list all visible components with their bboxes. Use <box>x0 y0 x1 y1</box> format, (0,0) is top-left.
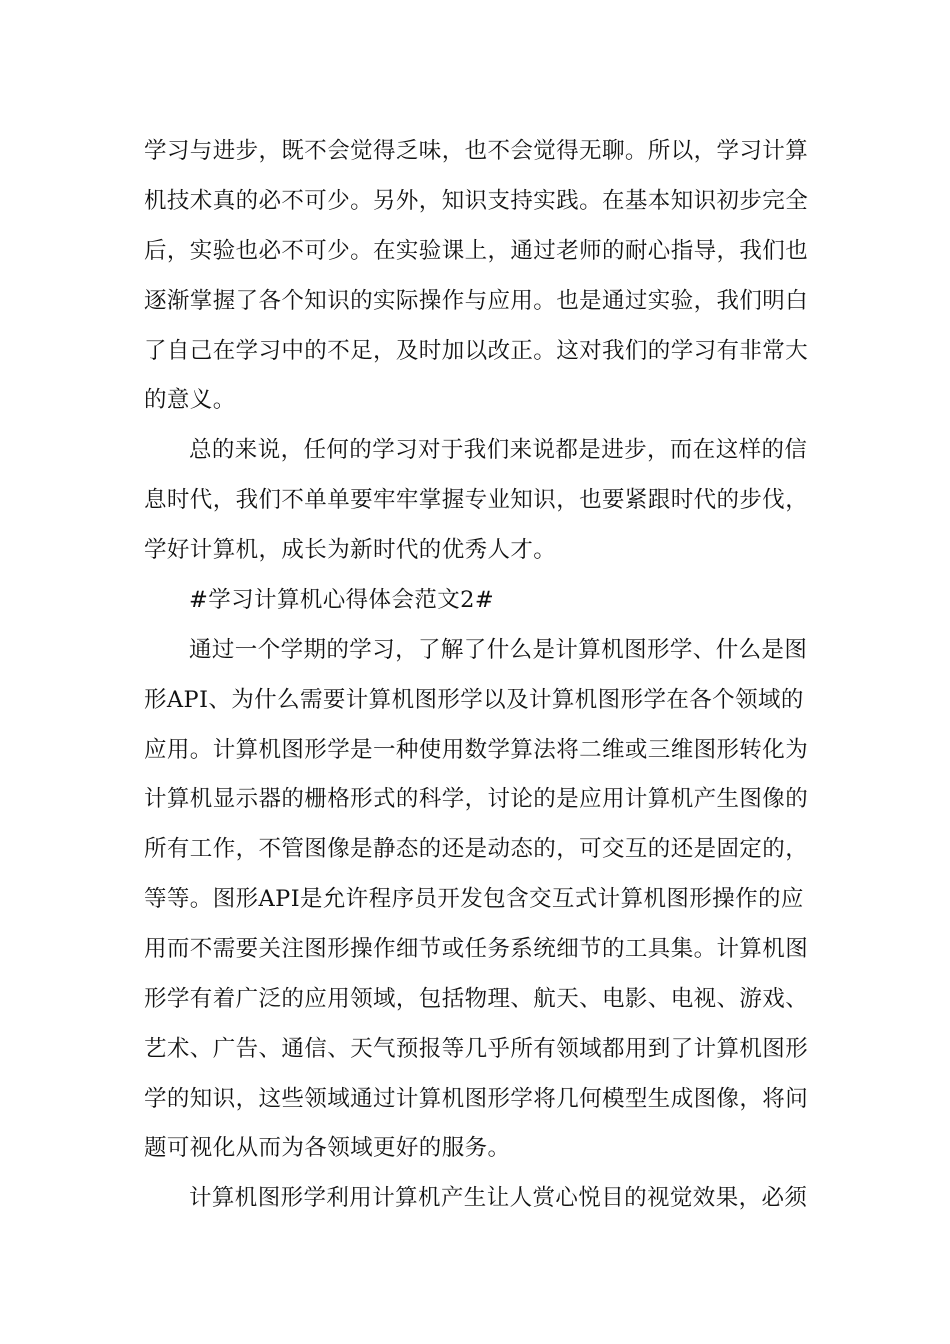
text-line: 用而不需要关注图形操作细节或任务系统细节的工具集。计算机图 <box>144 936 809 962</box>
paragraph-first-line: 总的来说，任何的学习对于我们来说都是进步，而在这样的信 <box>189 437 808 463</box>
text-line: 所有工作，不管图像是静态的还是动态的，可交互的还是固定的， <box>144 836 809 862</box>
paragraph-first-line: 通过一个学期的学习，了解了什么是计算机图形学、什么是图 <box>189 637 808 663</box>
text-line: 形学有着广泛的应用领域，包括物理、航天、电影、电视、游戏、 <box>144 986 809 1012</box>
section-heading: #学习计算机心得体会范文2# <box>189 587 495 613</box>
text-line: 逐渐掌握了各个知识的实际操作与应用。也是通过实验，我们明白 <box>144 288 809 314</box>
paragraph-first-line: 计算机图形学利用计算机产生让人赏心悦目的视觉效果，必须 <box>189 1185 808 1211</box>
text-line: 形API、为什么需要计算机图形学以及计算机图形学在各个领域的 <box>144 687 804 713</box>
text-line: 艺术、广告、通信、天气预报等几乎所有领域都用到了计算机图形 <box>144 1036 809 1062</box>
text-line: 学的知识，这些领域通过计算机图形学将几何模型生成图像，将问 <box>144 1086 809 1112</box>
text-line: 了自己在学习中的不足，及时加以改正。这对我们的学习有非常大 <box>144 338 809 364</box>
text-line: 等等。图形API是允许程序员开发包含交互式计算机图形操作的应 <box>144 886 804 912</box>
text-line: 机技术真的必不可少。另外，知识支持实践。在基本知识初步完全 <box>144 188 809 214</box>
text-line: 学好计算机，成长为新时代的优秀人才。 <box>144 537 557 563</box>
text-line: 息时代，我们不单单要牢牢掌握专业知识，也要紧跟时代的步伐， <box>144 487 809 513</box>
text-line: 应用。计算机图形学是一种使用数学算法将二维或三维图形转化为 <box>144 737 809 763</box>
text-line: 学习与进步，既不会觉得乏味，也不会觉得无聊。所以，学习计算 <box>144 138 809 164</box>
text-line: 的意义。 <box>144 387 236 413</box>
text-line: 计算机显示器的栅格形式的科学，讨论的是应用计算机产生图像的 <box>144 786 809 812</box>
text-line: 题可视化从而为各领域更好的服务。 <box>144 1135 511 1161</box>
text-line: 后，实验也必不可少。在实验课上，通过老师的耐心指导，我们也 <box>144 238 809 264</box>
